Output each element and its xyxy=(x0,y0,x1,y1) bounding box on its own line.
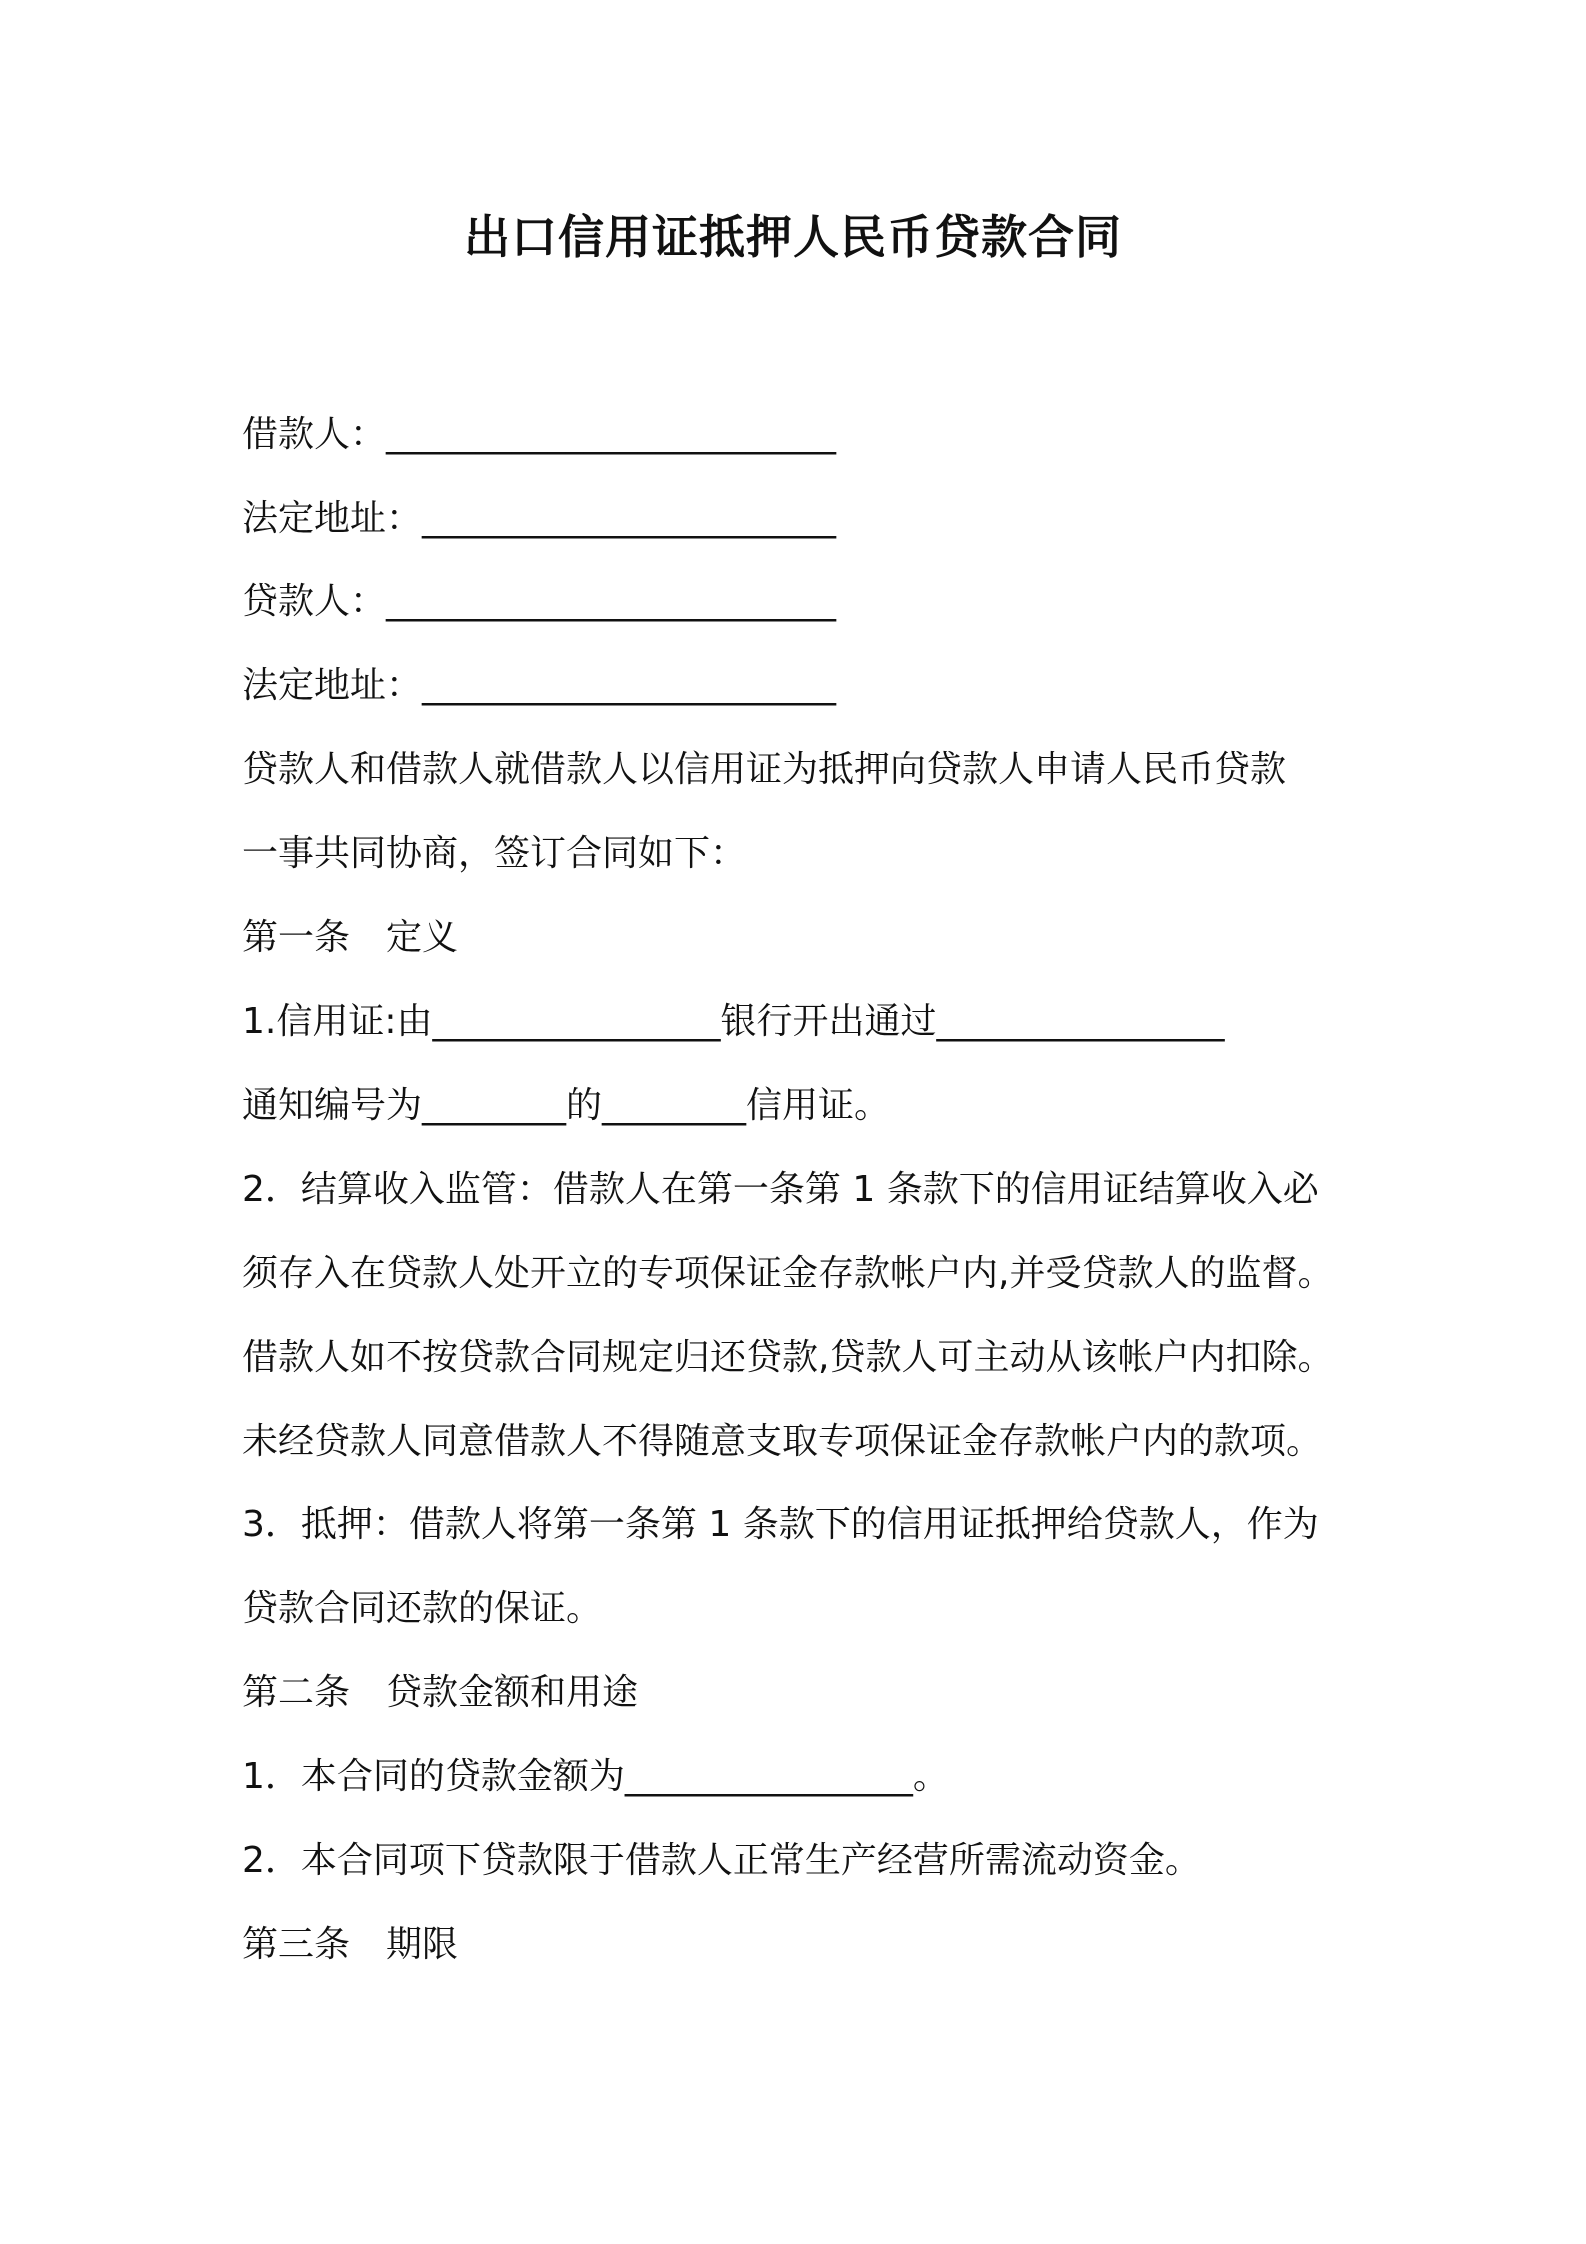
borrower-field: 借款人：_________________________ xyxy=(242,414,837,455)
article-1-line: 2．结算收入监管：借款人在第一条第 1 条款下的信用证结算收入必 xyxy=(242,1169,1319,1210)
borrower-address-field: 法定地址：_______________________ xyxy=(242,498,837,539)
intro-line: 一事共同协商，签订合同如下： xyxy=(242,833,747,874)
article-1-line: 未经贷款人同意借款人不得随意支取专项保证金存款帐户内的款项。 xyxy=(242,1421,1323,1462)
article-1-line: 借款人如不按贷款合同规定归还贷款,贷款人可主动从该帐户内扣除。 xyxy=(242,1337,1334,1378)
article-1-line: 3．抵押：借款人将第一条第 1 条款下的信用证抵押给贷款人，作为 xyxy=(242,1504,1319,1545)
article-1-line: 1.信用证:由________________银行开出通过________________ xyxy=(242,1001,1225,1042)
article-2-line: 2．本合同项下贷款限于借款人正常生产经营所需流动资金。 xyxy=(242,1840,1201,1881)
lender-address-field: 法定地址：_______________________ xyxy=(242,665,837,706)
article-1-line: 贷款合同还款的保证。 xyxy=(242,1588,603,1629)
article-2-line: 1．本合同的贷款金额为________________。 xyxy=(242,1756,949,1797)
article-2-heading: 第二条 贷款金额和用途 xyxy=(242,1672,639,1713)
article-1-heading: 第一条 定义 xyxy=(242,917,459,958)
article-3-heading: 第三条 期限 xyxy=(242,1924,459,1965)
intro-line: 贷款人和借款人就借款人以信用证为抵押向贷款人申请人民币贷款 xyxy=(242,749,1287,790)
article-1-line: 通知编号为________的________信用证。 xyxy=(242,1085,891,1126)
document-title: 出口信用证抵押人民币贷款合同 xyxy=(464,210,1122,264)
lender-field: 贷款人：_________________________ xyxy=(242,581,837,622)
article-1-line: 须存入在贷款人处开立的专项保证金存款帐户内,并受贷款人的监督。 xyxy=(242,1253,1334,1294)
